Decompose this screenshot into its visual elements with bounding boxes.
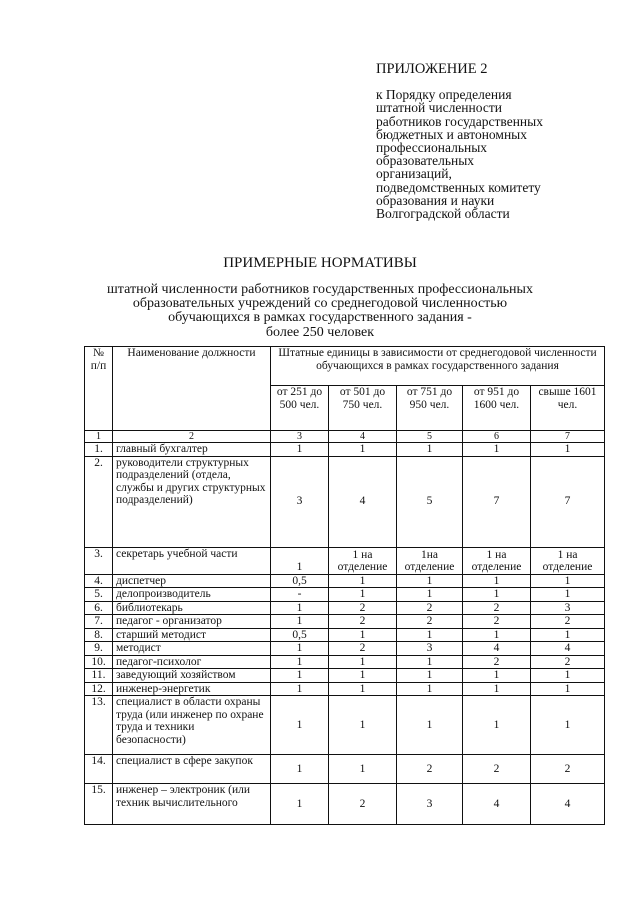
row-number: 2. <box>85 456 113 547</box>
norms-table <box>84 346 605 825</box>
header-no: № п/п <box>85 347 113 431</box>
position-name: специалист в области охраны труда (или инженер по охране труда и техники безопасности) <box>113 696 271 755</box>
appendix-title: ПРИЛОЖЕНИЕ 2 <box>376 61 488 77</box>
row-number: 6. <box>85 601 113 615</box>
appendix-line: подведомственных комитету <box>376 179 541 195</box>
position-name: старший методист <box>113 628 271 642</box>
appendix-line: профессиональных <box>376 140 488 156</box>
column-number: 1 <box>85 431 113 443</box>
table-row <box>85 574 605 588</box>
staff-value: 1 <box>271 443 329 457</box>
column-number: 2 <box>113 431 271 443</box>
row-number: 12. <box>85 682 113 696</box>
staff-value: 2 <box>329 615 397 629</box>
staff-value: 1на отделение <box>397 547 463 574</box>
row-number: 10. <box>85 655 113 669</box>
staff-value: 1 <box>271 784 329 825</box>
position-name: педагог-психолог <box>113 655 271 669</box>
staff-value: 1 <box>271 696 329 755</box>
staff-value: 1 <box>397 696 463 755</box>
appendix-block <box>376 63 626 220</box>
staff-value: 2 <box>463 755 531 784</box>
appendix-line: к Порядку определения <box>376 87 512 103</box>
column-number: 4 <box>329 431 397 443</box>
appendix-line: организаций, <box>376 166 452 182</box>
staff-value: 3 <box>397 784 463 825</box>
staff-value: 1 <box>463 574 531 588</box>
staff-value: 1 <box>271 642 329 656</box>
staff-value: 0,5 <box>271 574 329 588</box>
row-number: 13. <box>85 696 113 755</box>
subtitle-line: штатной численности работников государственных профессиональных <box>107 282 533 297</box>
staff-value: 1 <box>531 574 605 588</box>
staff-value: 1 на отделение <box>463 547 531 574</box>
position-name: инженер – электроник (или техник вычислительного <box>113 784 271 825</box>
header-range: свыше 1601 чел. <box>531 386 605 431</box>
header-range: от 951 до 1600 чел. <box>463 386 531 431</box>
staff-value: 2 <box>329 784 397 825</box>
staff-value: 5 <box>397 456 463 547</box>
staff-value: 1 <box>271 547 329 574</box>
page-title: ПРИМЕРНЫЕ НОРМАТИВЫ <box>223 255 417 271</box>
column-number: 7 <box>531 431 605 443</box>
staff-value: 3 <box>271 456 329 547</box>
staff-value: 1 <box>397 669 463 683</box>
appendix-line: образования и науки <box>376 192 495 208</box>
staff-value: 2 <box>531 615 605 629</box>
column-number: 6 <box>463 431 531 443</box>
appendix-line: образовательных <box>376 153 475 169</box>
appendix-line: бюджетных и автономных <box>376 126 528 142</box>
staff-value: 7 <box>531 456 605 547</box>
position-name: библиотекарь <box>113 601 271 615</box>
table-row <box>85 642 605 656</box>
staff-value: 1 <box>329 628 397 642</box>
staff-value: 2 <box>531 655 605 669</box>
table-row <box>85 588 605 602</box>
row-number: 3. <box>85 547 113 574</box>
staff-value: 1 <box>531 669 605 683</box>
header-name: Наименование должности <box>113 347 271 431</box>
staff-value: 2 <box>463 615 531 629</box>
row-number: 4. <box>85 574 113 588</box>
staff-value: 1 <box>531 628 605 642</box>
staff-value: 1 <box>397 588 463 602</box>
staff-value: - <box>271 588 329 602</box>
staff-value: 4 <box>463 642 531 656</box>
appendix-line: работников государственных <box>376 113 543 129</box>
staff-value: 1 <box>329 588 397 602</box>
staff-value: 1 <box>329 574 397 588</box>
table-row <box>85 547 605 574</box>
staff-value: 1 <box>271 655 329 669</box>
table-row <box>85 601 605 615</box>
position-name: инженер-энергетик <box>113 682 271 696</box>
row-number: 14. <box>85 755 113 784</box>
row-number: 11. <box>85 669 113 683</box>
staff-value: 1 <box>531 443 605 457</box>
subtitle-line: обучающихся в рамках государственного задания - <box>168 310 472 326</box>
staff-value: 1 <box>463 628 531 642</box>
staff-value: 1 <box>531 588 605 602</box>
position-name: делопроизводитель <box>113 588 271 602</box>
staff-value: 1 <box>271 601 329 615</box>
staff-value: 1 <box>397 628 463 642</box>
staff-value: 1 <box>271 682 329 696</box>
row-number: 5. <box>85 588 113 602</box>
staff-value: 2 <box>329 642 397 656</box>
staff-value: 2 <box>463 655 531 669</box>
staff-value: 1 <box>329 755 397 784</box>
staff-value: 3 <box>397 642 463 656</box>
staff-value: 1 <box>463 443 531 457</box>
table-row <box>85 755 605 784</box>
staff-value: 1 <box>329 655 397 669</box>
staff-value: 1 <box>271 669 329 683</box>
row-number: 15. <box>85 784 113 825</box>
staff-value: 4 <box>531 642 605 656</box>
staff-value: 4 <box>531 784 605 825</box>
table-row <box>85 443 605 457</box>
row-number: 1. <box>85 443 113 457</box>
position-name: педагог - организатор <box>113 615 271 629</box>
table-row <box>85 456 605 547</box>
staff-value: 1 <box>329 682 397 696</box>
staff-value: 4 <box>329 456 397 547</box>
staff-value: 1 <box>329 669 397 683</box>
staff-value: 1 <box>463 696 531 755</box>
staff-value: 1 <box>271 755 329 784</box>
header-range: от 501 до 750 чел. <box>329 386 397 431</box>
appendix-line: Волгоградской области <box>376 206 510 222</box>
position-name: главный бухгалтер <box>113 443 271 457</box>
staff-value: 4 <box>463 784 531 825</box>
staff-value: 1 <box>531 696 605 755</box>
subtitle-line: образовательных учреждений со среднегодовой численностью <box>132 296 508 312</box>
staff-value: 1 <box>271 615 329 629</box>
header-range: от 751 до 950 чел. <box>397 386 463 431</box>
staff-value: 1 <box>463 588 531 602</box>
table-row <box>85 615 605 629</box>
table-row <box>85 655 605 669</box>
position-name: заведующий хозяйством <box>113 669 271 683</box>
staff-value: 1 <box>531 682 605 696</box>
header-group: Штатные единицы в зависимости от среднегодовой численности обучающихся в рамках государственного задания <box>271 347 605 386</box>
staff-value: 2 <box>397 755 463 784</box>
staff-value: 1 <box>397 655 463 669</box>
header-range: от 251 до 500 чел. <box>271 386 329 431</box>
subtitle-line: более 250 человек <box>265 324 375 340</box>
staff-value: 1 <box>463 669 531 683</box>
table-row <box>85 696 605 755</box>
staff-value: 2 <box>397 601 463 615</box>
staff-value: 1 <box>397 574 463 588</box>
table-row <box>85 628 605 642</box>
page-subtitle <box>60 283 580 340</box>
staff-value: 2 <box>329 601 397 615</box>
column-number: 5 <box>397 431 463 443</box>
appendix-line: штатной численности <box>376 100 502 116</box>
row-number: 9. <box>85 642 113 656</box>
staff-value: 1 <box>397 443 463 457</box>
staff-value: 1 на отделение <box>531 547 605 574</box>
staff-value: 1 <box>329 443 397 457</box>
table-row <box>85 669 605 683</box>
staff-value: 1 на отделение <box>329 547 397 574</box>
staff-value: 1 <box>397 682 463 696</box>
staff-value: 0,5 <box>271 628 329 642</box>
column-number: 3 <box>271 431 329 443</box>
staff-value: 2 <box>463 601 531 615</box>
position-name: специалист в сфере закупок <box>113 755 271 784</box>
row-number: 8. <box>85 628 113 642</box>
position-name: диспетчер <box>113 574 271 588</box>
staff-value: 2 <box>531 755 605 784</box>
table-row <box>85 784 605 825</box>
staff-value: 1 <box>463 682 531 696</box>
table-row <box>85 682 605 696</box>
position-name: секретарь учебной части <box>113 547 271 574</box>
staff-value: 3 <box>531 601 605 615</box>
row-number: 7. <box>85 615 113 629</box>
staff-value: 2 <box>397 615 463 629</box>
position-name: руководители структурных подразделений (отдела, службы и других структурных подразделений) <box>113 456 271 547</box>
position-name: методист <box>113 642 271 656</box>
staff-value: 7 <box>463 456 531 547</box>
staff-value: 1 <box>329 696 397 755</box>
